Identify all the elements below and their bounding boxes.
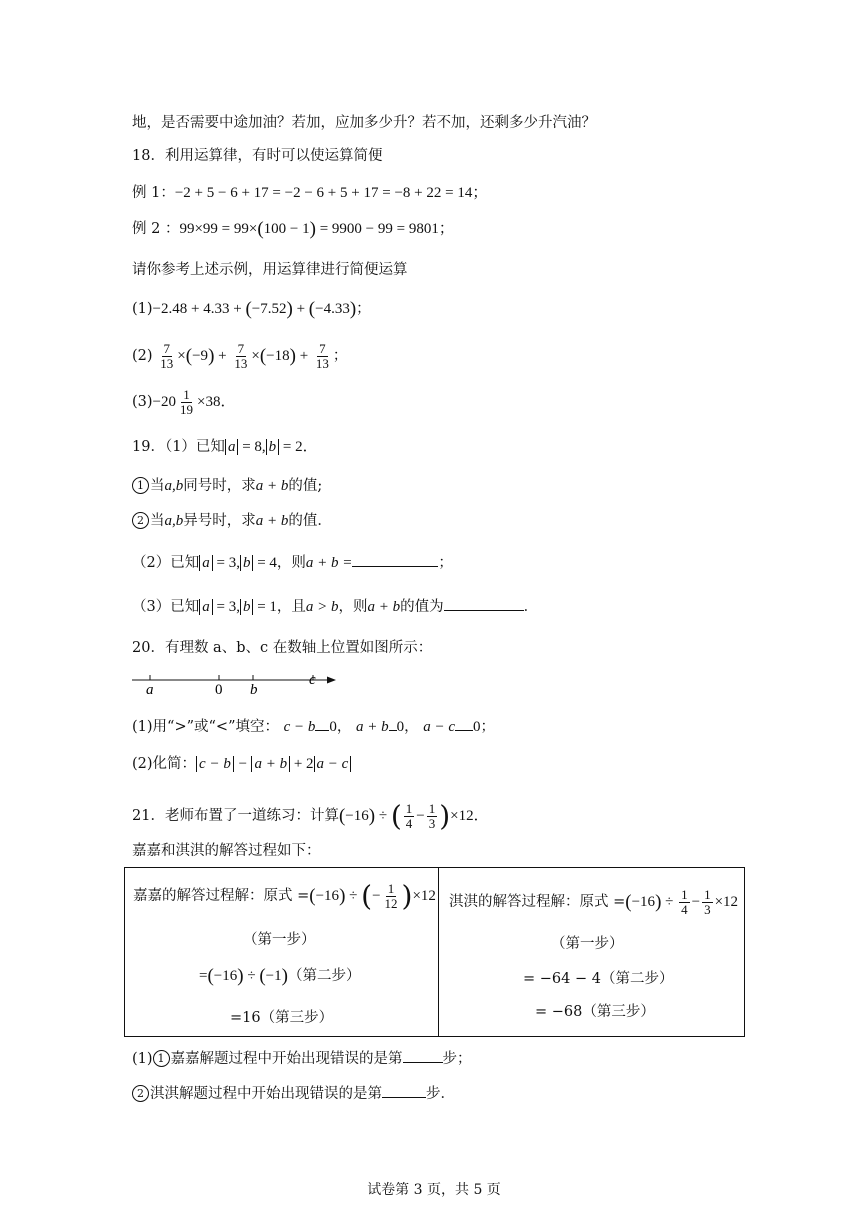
q21-question-2: [132, 1083, 455, 1104]
text: 嘉嘉解题过程中开始出现错误的是第: [170, 1051, 403, 1067]
jiajia-line-3: =16（第三步）: [230, 1010, 334, 1026]
expr: a − c: [423, 719, 456, 735]
expr-part: = 2．: [279, 439, 318, 455]
expr-part: = 3,: [212, 555, 240, 571]
expr-part: −16: [345, 808, 369, 824]
solutions-table: [124, 867, 745, 1037]
fraction: $\frac{1}{4}$: [681, 887, 688, 918]
abs-b: b: [266, 439, 280, 455]
text: 的值为: [400, 599, 444, 615]
label-b: b: [250, 682, 258, 698]
q18-part-1: (1)−2.48 + 4.33 + (−7.52) + (−4.33)；: [132, 298, 371, 320]
expr-part: −16: [213, 968, 238, 984]
qiqi-step-1: （第一步）: [551, 936, 624, 952]
label-zero: 0: [215, 682, 223, 698]
circled-number: 1: [153, 1050, 170, 1067]
expr-part: = 3,: [212, 599, 240, 615]
fraction: $\frac{7}{13}$: [160, 341, 174, 372]
text: 淇淇解题过程中开始出现错误的是第: [150, 1086, 382, 1102]
answer-blank[interactable]: [315, 716, 329, 731]
label-c: c: [309, 672, 316, 688]
part-label: (1): [132, 301, 153, 317]
q21-title: 21．老师布置了一道练习：计算(−16) ÷ ( $\frac{1}{4}$ − $\frac{1}{3}$ )×12．: [132, 799, 489, 833]
text: （2）已知: [132, 555, 200, 571]
answer-blank[interactable]: [352, 552, 438, 567]
zero: 0: [396, 719, 405, 735]
expr-part: + 2: [290, 756, 314, 772]
number-line: [128, 670, 343, 700]
jiajia-line-1: 嘉嘉的解答过程解：原式 =(−16) ÷ (− $\frac{1}{12}$ )×12: [133, 879, 436, 913]
circled-number: 2: [132, 512, 149, 529]
expr-part: ×12: [412, 888, 436, 904]
q19-part-3: [132, 596, 538, 617]
expr-part: −9: [192, 348, 209, 364]
q19-part-2: [132, 552, 453, 573]
text: (1): [132, 1051, 153, 1067]
text: 的值．: [288, 513, 332, 529]
q20-title: 20．有理数 a、b、c 在数轴上位置如图所示：: [132, 640, 433, 656]
expr: c − b: [283, 719, 316, 735]
example-1-label: 例 1：: [132, 185, 175, 201]
text: 淇淇的解答过程解：原式 =: [449, 894, 626, 910]
q21-intro: 嘉嘉和淇淇的解答过程如下：: [132, 843, 321, 859]
example-1-expression: −2 + 5 − 6 + 17 = −2 − 6 + 5 + 17 = −8 + 22 = 14；: [174, 185, 488, 201]
abs-expr: a + b: [251, 756, 290, 772]
expr-part: = 8,: [238, 439, 266, 455]
text: 当: [150, 478, 165, 494]
expr: a + b: [367, 599, 401, 615]
q19-title: [132, 437, 318, 457]
expr-part: +: [292, 301, 309, 317]
q18-part-3: [132, 386, 235, 418]
example-2-expression: 99×99 = 99×(100 − 1) = 9900 − 99 = 9801；: [179, 218, 454, 240]
qiqi-line-1: 淇淇的解答过程解：原式 =(−16) ÷ $\frac{1}{4}$ − $\frac{1}{3}$ ×12: [449, 887, 739, 918]
answer-blank[interactable]: [389, 716, 397, 731]
expr: a + b: [255, 513, 289, 529]
vars: a,b: [164, 513, 184, 529]
jiajia-step-1: （第一步）: [243, 932, 316, 948]
answer-blank[interactable]: [382, 1083, 426, 1098]
text: 同号时，求: [183, 478, 256, 494]
circled-number: 1: [132, 477, 149, 494]
expr-part: −2.48 + 4.33 +: [152, 301, 246, 317]
abs-a: a: [199, 599, 213, 615]
expr-part: ÷: [375, 808, 391, 824]
text: 步．: [426, 1086, 455, 1102]
abs-b: b: [240, 555, 254, 571]
expr-part: 99×99 = 99×: [179, 221, 258, 237]
fraction: $\frac{7}{13}$: [234, 341, 248, 372]
punct: ；: [332, 348, 348, 364]
circled-number: 2: [132, 1085, 149, 1102]
expr-part: = 1: [253, 599, 277, 615]
fraction: $\frac{1}{19}$: [180, 387, 194, 418]
fraction: $\frac{1}{3}$: [428, 801, 436, 832]
q21-question-1: [132, 1048, 472, 1069]
part-label: (2): [132, 348, 153, 364]
abs-a: a: [225, 439, 239, 455]
qiqi-line-2: = −64 − 4（第二步）: [523, 971, 674, 987]
q18-prompt: 请你参考上述示例，用运算律进行简便运算: [132, 262, 408, 278]
text: ，则: [338, 599, 368, 615]
part-label: (3): [132, 394, 153, 410]
answer-blank[interactable]: [455, 716, 473, 731]
q20-part-1: (1)用“>”或“<”填空： c − b 0， a + b 0， a − c 0；: [132, 716, 495, 737]
expr-part: ×12．: [450, 808, 489, 824]
answer-blank[interactable]: [444, 596, 524, 611]
expr-part: ÷: [345, 888, 362, 904]
jiajia-solution-cell: [125, 868, 439, 1036]
expr: a + b =: [305, 555, 353, 571]
q18-part-2: (2) $\frac{7}{13}$ ×(−9) + $\frac{7}{13}$ ×(−18) + $\frac{7}{13}$ ；: [132, 341, 348, 372]
text: （3）已知: [132, 599, 200, 615]
abs-expr: c − b: [196, 756, 234, 772]
expr-part: −18: [266, 348, 290, 364]
label-a: a: [146, 682, 154, 698]
text: 19．（1）已知: [132, 439, 225, 455]
axis-arrow: [327, 677, 336, 684]
expr-part: ÷: [661, 894, 678, 910]
punct: ；: [438, 555, 453, 571]
abs-a: a: [199, 555, 213, 571]
expr-part: ×12: [714, 894, 739, 910]
expr-part: = 4: [253, 555, 277, 571]
fraction: $\frac{1}{3}$: [704, 887, 711, 918]
example-2-label: 例 2 ：: [132, 221, 180, 237]
expr-part: −16: [315, 888, 340, 904]
jiajia-line-2: =(−16) ÷ (−1)（第二步）: [199, 965, 361, 987]
vars: a,b: [164, 478, 184, 494]
text: ，则: [276, 555, 306, 571]
fraction: $\frac{1}{4}$: [405, 801, 413, 832]
text: 嘉嘉的解答过程解：原式 =: [133, 888, 310, 904]
q18-example-1: [132, 183, 487, 203]
q19-sub-1: [132, 476, 322, 496]
qiqi-line-3: = −68（第三步）: [535, 1004, 655, 1020]
text: (1)用“>”或“<”填空：: [132, 719, 279, 735]
abs-b: b: [240, 599, 254, 615]
answer-blank[interactable]: [403, 1048, 443, 1063]
continued-text: 地，是否需要中途加油？若加，应加多少升？若不加，还剩多少升汽油？: [132, 115, 596, 131]
text: 步；: [442, 1051, 472, 1067]
fraction: $\frac{1}{12}$: [384, 881, 398, 912]
punct: ．: [523, 599, 539, 615]
expr-part: =: [199, 968, 208, 984]
text: 21．老师布置了一道练习：计算: [132, 808, 339, 824]
expr-part: −7.52: [251, 301, 287, 317]
expr-part: −4.33: [315, 301, 350, 317]
qiqi-solution-cell: [439, 868, 744, 1036]
expr-part: −1: [265, 968, 282, 984]
expr: a + b: [255, 478, 289, 494]
q18-title: 18．利用运算律，有时可以使运算简便: [132, 148, 383, 164]
text: (2)化简：: [132, 756, 197, 772]
zero: 0: [473, 719, 481, 735]
abs-expr: a − c: [314, 756, 352, 772]
fraction: $\frac{7}{13}$: [315, 341, 329, 372]
page-footer: 试卷第 3 页，共 5 页: [367, 1182, 501, 1198]
text: 的值;: [288, 478, 323, 494]
q19-sub-2: [132, 511, 332, 531]
punct: ；: [356, 301, 371, 317]
expr-part: = 9900 − 99 = 9801；: [315, 221, 454, 237]
expr-part: 100 − 1: [263, 221, 310, 237]
text: （第二步）: [287, 968, 361, 984]
expr-part: −16: [631, 894, 656, 910]
expr-part: ÷: [243, 968, 260, 984]
q20-part-2: (2)化简： c − b − a + b + 2 a − c: [132, 754, 351, 774]
text: 当: [150, 513, 165, 529]
expr-part: −20: [152, 394, 177, 410]
expr-part: ×38．: [197, 394, 236, 410]
q18-example-2: [132, 219, 454, 240]
zero: 0: [329, 719, 337, 735]
text: ，且: [276, 599, 306, 615]
expr: a + b: [356, 719, 389, 735]
expr: a > b: [305, 599, 339, 615]
text: 异号时，求: [183, 513, 256, 529]
